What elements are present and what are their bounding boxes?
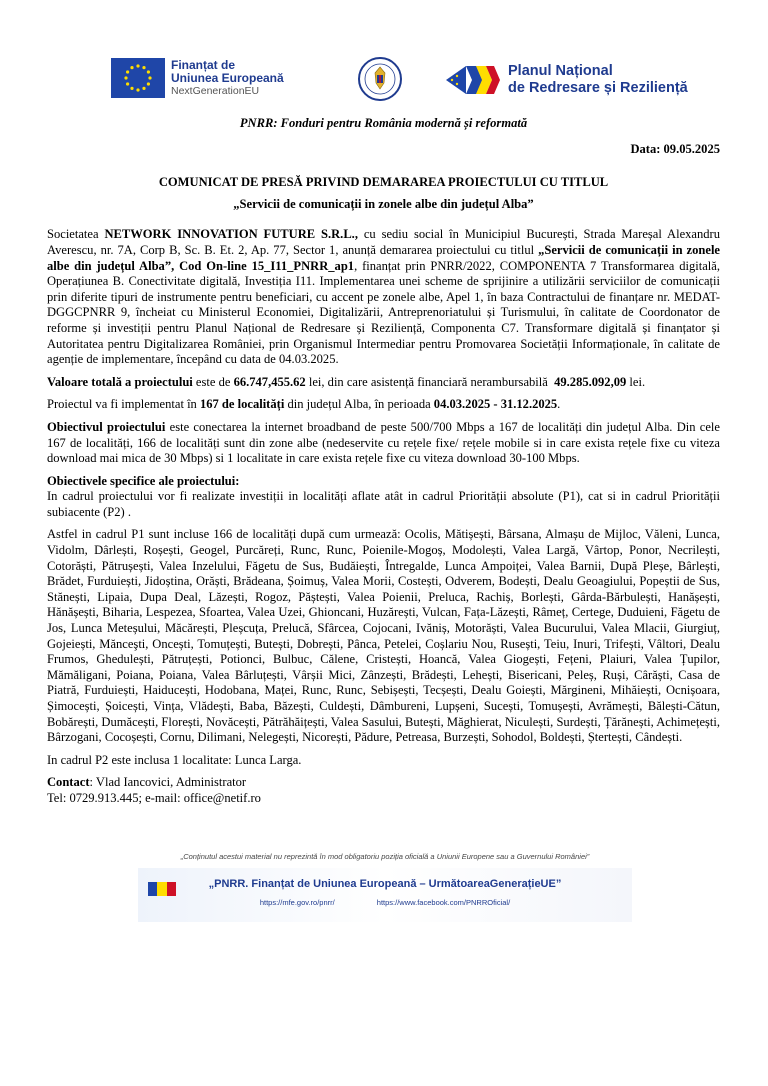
footer-disclaimer: „Conținutul acestui material nu reprezintă în mod obligatoriu poziția oficială a Uniunii Europene sau a Guvernului României” <box>180 852 590 861</box>
document-date: Data: 09.05.2025 <box>630 141 720 156</box>
locality-count: 167 de localități <box>199 397 285 412</box>
value-paragraph <box>47 375 720 391</box>
objective-paragraph <box>47 420 720 467</box>
press-release-heading: COMUNICAT DE PRESĂ PRIVIND DEMARAREA PROIECTULUI CU TITLUL <box>158 175 609 190</box>
company-name: NETWORK INNOVATION FUTURE S.R.L., <box>104 227 358 242</box>
impl-text-a: Proiectul va fi implementat în <box>47 397 200 412</box>
eu-funding-logo <box>111 58 284 98</box>
contact-block <box>47 775 720 806</box>
total-value: 66.747,455.62 <box>233 374 306 389</box>
value-text-a: este de <box>192 374 234 389</box>
eu-flag-icon <box>111 58 165 98</box>
p1-localities-paragraph: Astfel in cadrul P1 sunt incluse 166 de localități după cum urmează: Ocolis, Mătișești, Bârsana, Almașu de Mijloc, Văleni, Lunca, Vidolm, Dârlești, Roșești, Geogel, Purcăreți, Runc, Runc, Poienile-Mogoș, Modolești, Valea Largă, Vârtop, Ponor, Necrilești, Cotorăști, Pătrușești, Valea Inzelului, Făgetu de Sus, Budăiești, Întregalde, Lunca Ampoiței, Valea Barnii, După Pleșe, Bârlești, Brădet, Furduiești, Jidoștina, Orăști, Brădeana, Șoimuș, Valea Morii, Costești, Odverem, Bodești, Dealu Geoagiului, Popeștii de Sus, Stănești, Lipaia, Dupa Deal, Lăzești, Rogoz, Păștești, Valea Poienii, Preluca, Rachiș, Borlești, Gârda-Bărbulești, Hanășești, Hănășești, Biharia, Lespezea, Sfoartea, Valea Uzei, Ghioncani, Huzărești, Vulcan, Fața-Lăzești, Râmeț, Certege, Duduieni, Făgetu de Jos, Lunca Meteșului, Măcărești, Pleșcuța, Prelucă, Sfârcea, Cojocani, Ivăniș, Motorăști, Valea Bucurului, Valea Mlacii, Giurgiuț, Gojeiești, Mănceşti, Oncești, Tomuțești, Butești, Dobrești, Pânca, Petelei, Coșlariu Nou, Rusești, Teiu, Inuri, Trifești, Vâltori, Dealu Frumos, Ghedulești, Pătruțești, Potionci, Bulbuc, Călene, Cristești, Hoancă, Valea Giogești, Fețeni, Plaiuri, Valea Țupilor, Mămăligani, Poiana, Poiana, Valea Bârluțești, Vârșii Mici, Zânzești, Brădești, Lehești, Bisericani, Peleș, Ruși, Cârăști, Casa de Piatră, Furduiești, Haiducești, Hodobana, Maței, Runc, Runc, Sebișești, Tecșești, Dealu Goiești, Mărgineni, Mihăiești, Ocnișoara, Șimocești, Șoicești, Vința, Vlădești, Baba, Băzești, Culdești, Dâmbureni, Lupșeni, Sucești, Tomușești, Avrămești, Bălești-Cătun, Bobărești, Dumăcești, Florești, Novăcești, Pătrăhăițești, Valea Sasului, Butești, Măghierat, Niculești, Surdești, Țărănești, Achimețești, Bârzogani, Cocoșești, Cornu, Dilimani, Nelegești, Nicorești, Pădure, Petreasa, Burzești, Sohodol, Boldești, Ștertești, Cândești. <box>47 527 720 745</box>
motto: PNRR: Fonduri pentru România modernă și reformată <box>239 116 528 130</box>
intro-paragraph <box>47 227 720 367</box>
implementation-period: 04.03.2025 - 31.12.2025 <box>433 397 558 412</box>
contact-name: : Vlad Iancovici, Administrator <box>89 775 247 790</box>
intro-text-c: , finanțat prin PNRR/2022, COMPONENTA 7 Transformarea digitală, Operațiunea B. Conectivitate digitală, Investiția I11. Implementarea unei scheme de sprijinire a utilizării serviciilor de comunicații prin diferite tipuri de instrumente pentru beneficiari, cu accent pe zonele albe, Apel 1, în baza Contractului de finanțare nr. MEDAT-DGGCPNRR 9, încheiat cu Ministerul Economiei, Digitalizării, Antreprenoriatului și Turismului, în calitate de Coordonator de reforme și investiții pentru Planul Național de Redresare și Reziliență, Componenta C7. Transformare digitală și finanțator și Autoritatea pentru Digitalizarea României, prin Organismul Intermediar pentru Promovarea Societății Informaționale, în calitate de agenție de implementare, începând cu data de 04.03.2025. <box>47 258 720 367</box>
intro-text-b: cu sediu social în Municipiul București, Strada Mareșal Alexandru Averescu, nr. 7A, Corp B, Sc. B. Et. 2, Ap. 77, Sector 1, anunță demararea proiectului cu titlul <box>47 227 720 257</box>
specific-objectives-text: In cadrul proiectului vor fi realizate investiții in localități aflate atât in cadrul Priorității absolute (P1), cat si in cadrul Priorității subiacente (P2) . <box>47 489 720 519</box>
pnrr-logo-line1: Planul Național <box>508 63 613 79</box>
grant-value: 49.285.092,09 <box>554 374 627 389</box>
value-text-b: lei, din care asistență financiară nerambursabilă <box>305 374 551 389</box>
pnrr-arrow-icon <box>446 62 502 98</box>
footer-banner-title: „PNRR. Finanțat de Uniunea Europeană – UrmătoareaGenerațieUE” <box>208 878 562 890</box>
intro-text-a: Societatea <box>47 227 105 242</box>
p2-localities-paragraph: In cadrul P2 este inclusa 1 localitate: Lunca Larga. <box>47 752 302 767</box>
specific-objectives-paragraph <box>47 474 720 521</box>
objective-label: Obiectivul proiectului <box>47 419 166 434</box>
eu-logo-line2: Uniunea Europeană <box>171 70 284 85</box>
contact-details: Tel: 0729.913.445; e-mail: office@netif.ro <box>47 790 261 805</box>
eu-logo-line1: Finanțat de <box>171 57 236 72</box>
impl-text-b: din județul Alba, în perioada <box>284 397 434 412</box>
mfe-link[interactable]: https://mfe.gov.ro/pnrr/ <box>259 898 335 907</box>
specific-objectives-label: Obiectivele specifice ale proiectului: <box>47 473 240 488</box>
objective-text: este conectarea la internet broadband de peste 500/700 Mbps a 167 de localități din județul Alba. Din cele 167 de localități, 166 de localități sunt din zone albe (nedeservite cu rețele fixe/ rețele mobile si in care exista rețele fixe cu viteza download mai mica de 30 Mbps) si 1 localitate in care exista rețele fixe cu viteza download 30-100 Mbps. <box>47 419 720 466</box>
value-label: Valoare totală a proiectului <box>47 374 193 389</box>
impl-text-c: . <box>557 397 561 412</box>
eu-logo-line3: NextGenerationEU <box>171 84 260 97</box>
value-text-c: lei. <box>626 374 646 389</box>
logo-header <box>0 54 768 110</box>
footer-links <box>138 898 632 907</box>
footer-banner <box>138 852 632 926</box>
pnrr-logo <box>446 62 688 98</box>
project-title: „Servicii de comunicații in zonele albe din județul Alba” <box>233 196 534 211</box>
romanian-government-emblem-icon <box>357 56 403 102</box>
footer-banner-background <box>138 868 632 922</box>
implementation-paragraph <box>47 397 720 413</box>
document-body <box>47 116 720 807</box>
pnrr-logo-line2: de Redresare și Reziliență <box>508 80 688 96</box>
facebook-link[interactable]: https://www.facebook.com/PNRROficial/ <box>376 898 511 907</box>
project-code: „Servicii de comunicații in zonele albe din județul Alba”, Cod On-line 15_I11_PNRR_ap1 <box>47 242 720 273</box>
contact-label: Contact <box>47 775 90 790</box>
